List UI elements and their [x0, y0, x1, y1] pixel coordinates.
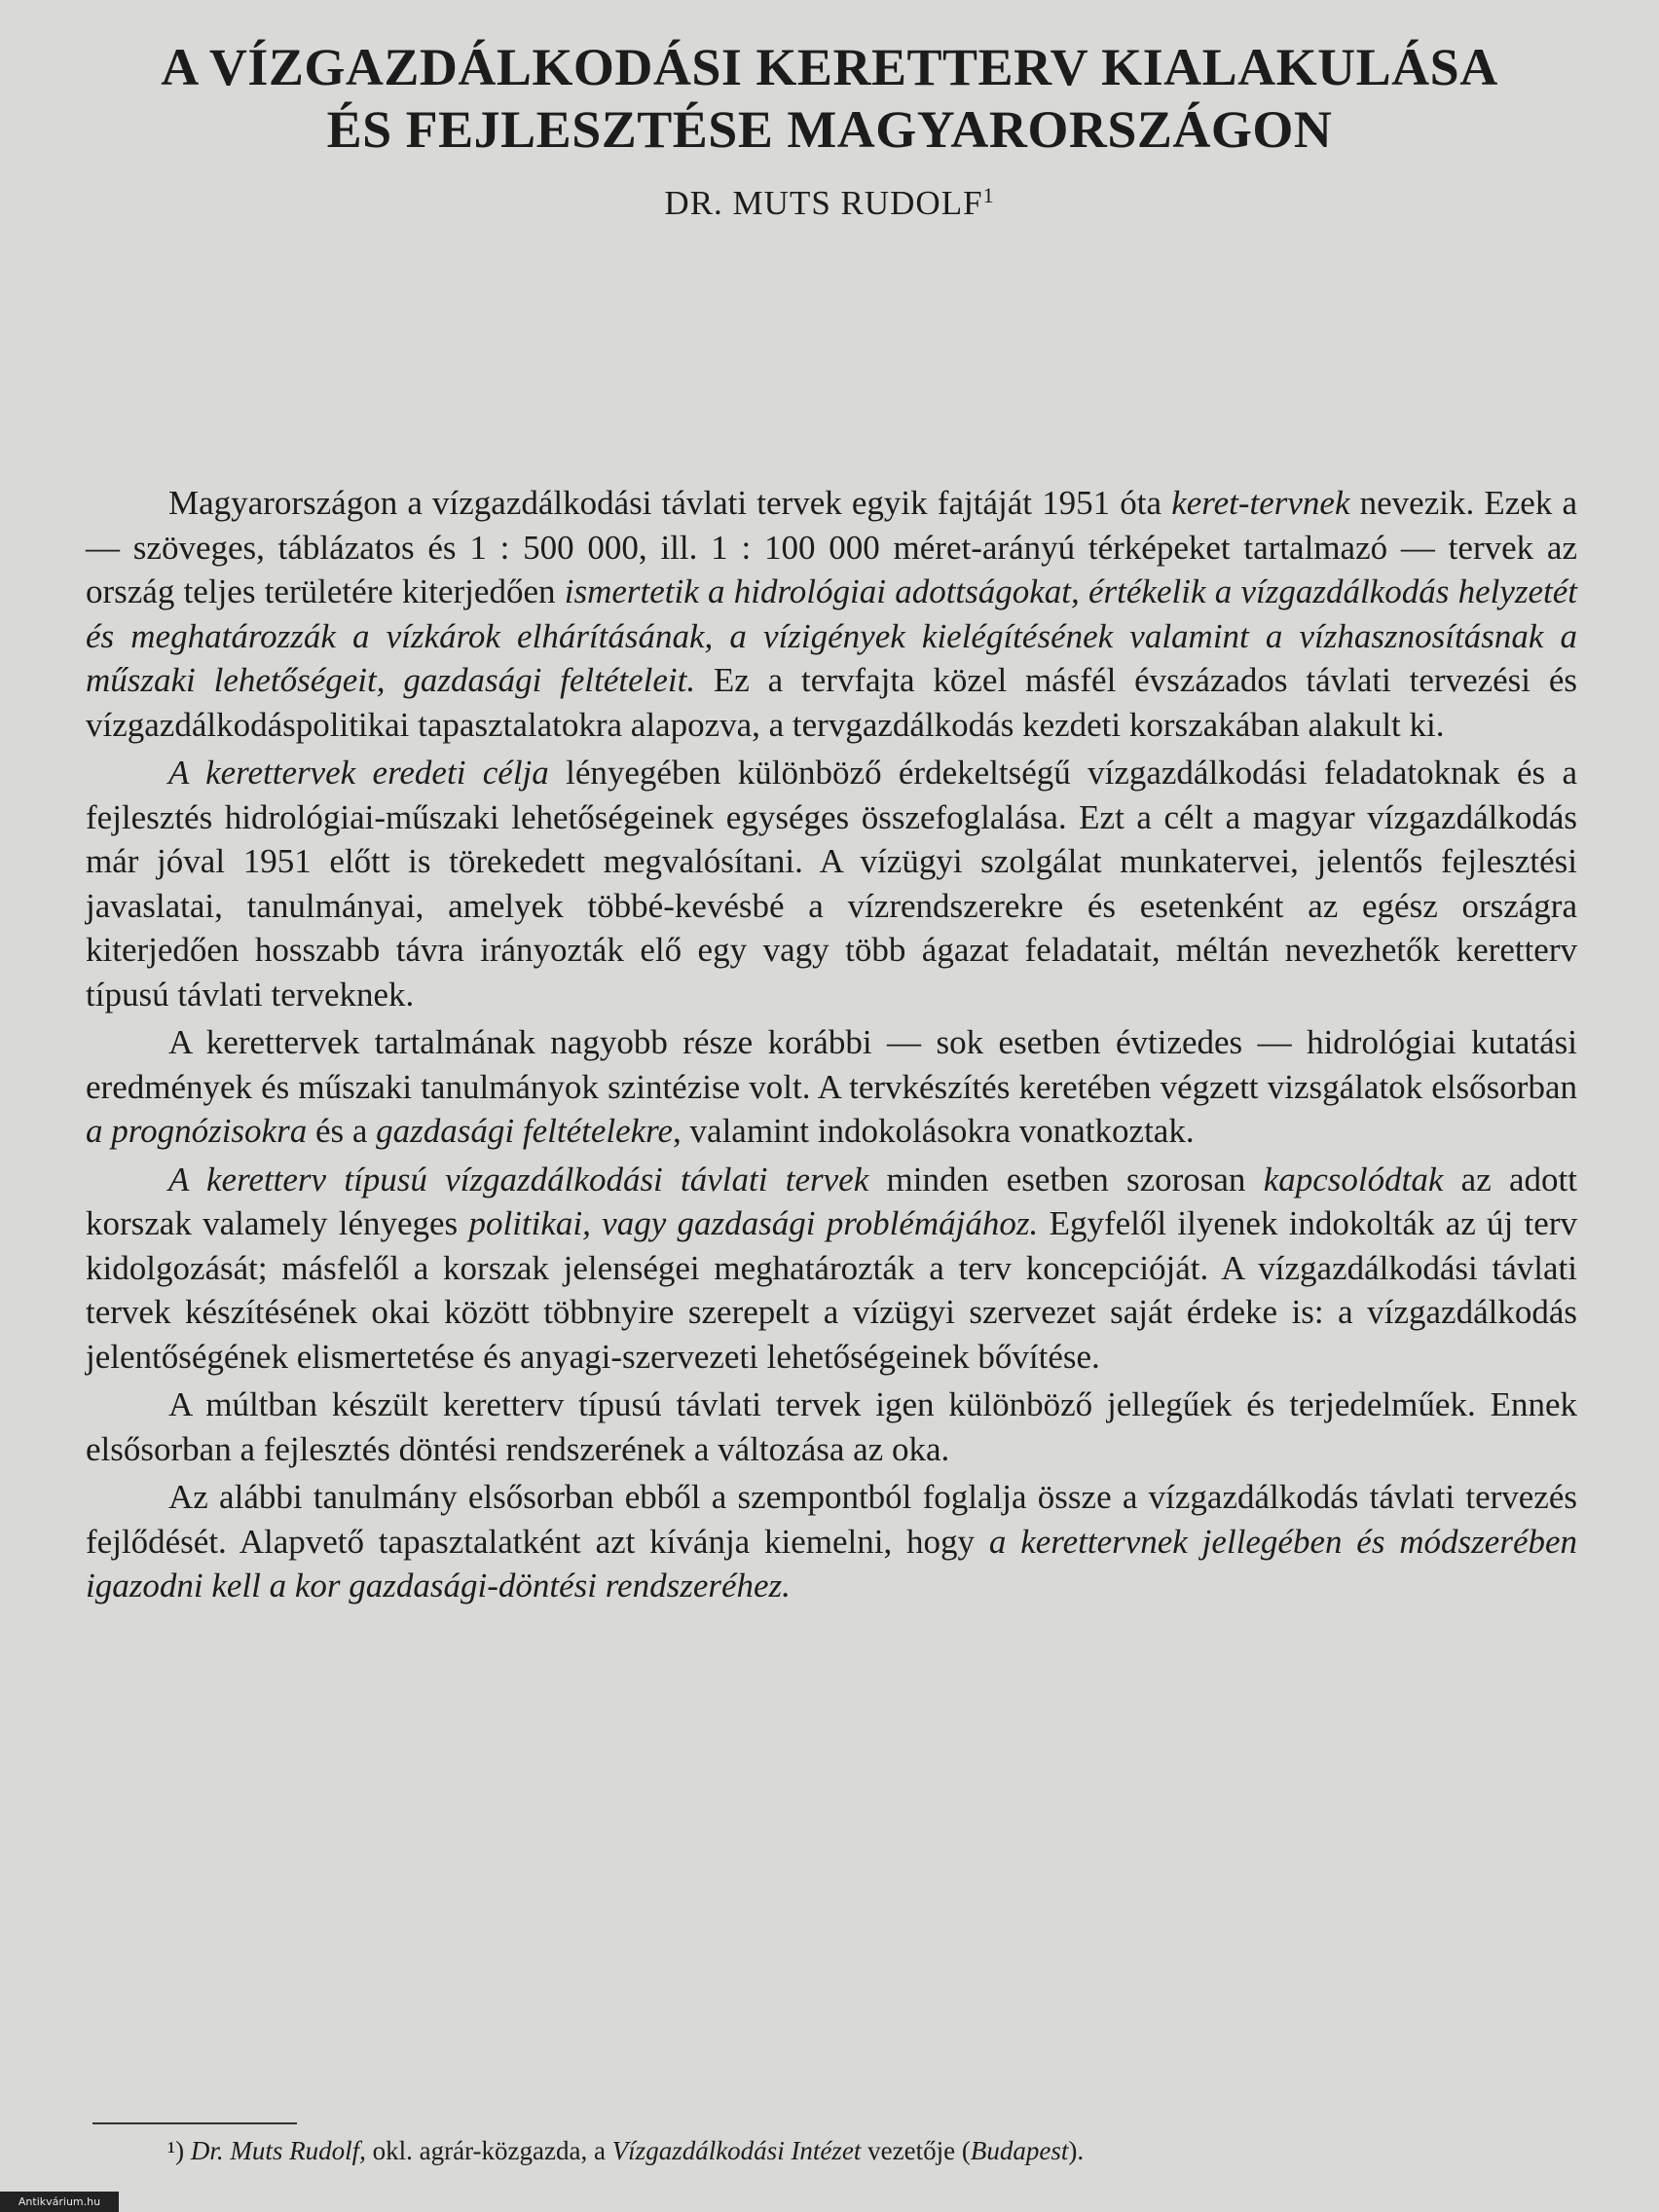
- text-run: és a: [307, 1112, 377, 1150]
- author-line: [0, 183, 1659, 223]
- text-run: az adott korszak valamely lényeges: [86, 1160, 1577, 1242]
- italic-run: a kerettervnek jellegében és módszerében igazodni kell a kor gazdasági-döntési rendszeréhez.: [86, 1522, 1578, 1604]
- text-run: , valamint indokolásokra vonatkoztak.: [673, 1112, 1195, 1150]
- paragraph: [86, 1475, 1577, 1608]
- italic-run: kapcsolódtak: [1263, 1160, 1444, 1198]
- text-run: vezetője (: [861, 2136, 971, 2165]
- text-run: minden esetben szorosan: [868, 1160, 1264, 1198]
- text-run: Egyfelől ilyenek indokolták az új terv kidolgozását; másfelől a korszak jelenségei meghatározták a terv koncepcióját. A vízgazdálkodási távlati tervek készítésének okai között többnyire szerepelt a vízügyi szervezet saját érdeke is: a vízgazdálkodás jelentőségének elismertetése és anyagi-szervezeti lehetőségeinek bővítése.: [86, 1204, 1577, 1376]
- text-run: lényegében különböző érdekeltségű vízgazdálkodási feladatoknak és a fejlesztés hidrológiai-műszaki lehetőségeinek egységes összefoglalása. Ezt a célt a magyar vízgazdálkodás már jóval 1951 előtt is törekedett megvalósítani. A vízügyi szolgálat munkatervei, jelentős fejlesztési javaslatai, tanulmányai, amelyek többé-kevésbé a vízrendszerekre és esetenként az egész országra kiterjedően hosszabb távra irányozták elő egy vagy több ágazat feladatait, méltán nevezhetők keretterv típusú távlati terveknek.: [86, 754, 1577, 1014]
- text-run: A kerettervek tartalmának nagyobb része korábbi — sok esetben évtizedes — hidrológiai kutatási eredmények és műszaki tanulmányok szintézise volt. A tervkészítés keretében végzett vizsgálatok elsősorban: [86, 1023, 1577, 1106]
- article-body: [86, 481, 1577, 1612]
- paragraph: [86, 1382, 1577, 1471]
- paragraph: [86, 481, 1577, 747]
- author-footnote-mark: 1: [982, 183, 995, 207]
- title-line-1: A VÍZGAZDÁLKODÁSI KERETTERV KIALAKULÁSA: [161, 38, 1498, 96]
- text-run: nevezik. Ezek a — szöveges, táblázatos és 1 : 500 000, ill. 1 : 100 000 méret-arányú térképeket tartalmazó — tervek az ország teljes területére kiterjedően: [86, 484, 1578, 610]
- text-run: A múltban készült keretterv típusú távlati tervek igen különböző jellegűek és terjedelműek. Ennek elsősorban a fejlesztés döntési rendszerének a változása az oka.: [86, 1385, 1577, 1468]
- author-name: DR. MUTS RUDOLF: [664, 184, 983, 222]
- paragraph: [86, 751, 1577, 1016]
- paragraph: [86, 1020, 1577, 1154]
- italic-run: ismertetik a hidrológiai adottságokat, értékelik a vízgazdálkodás helyzetét és meghatározzák a vízkárok elhárításának, a vízigények kielégítésének valamint a vízhasznosításnak a műszaki lehetőségeit, gazdasági feltételeit.: [86, 572, 1578, 699]
- watermark: Antikvárium.hu: [0, 2192, 119, 2212]
- italic-run: A keretterv típusú vízgazdálkodási távlati tervek: [168, 1160, 869, 1198]
- paragraph: [86, 1158, 1577, 1380]
- italic-run: Dr. Muts Rudolf,: [190, 2136, 366, 2165]
- italic-run: keret-tervnek: [1171, 484, 1350, 522]
- italic-run: a prognózisokra: [86, 1112, 308, 1150]
- text-run: okl. agrár-közgazda, a: [365, 2136, 612, 2165]
- footnote: [167, 2134, 1569, 2167]
- text-run: Az alábbi tanulmány elsősorban ebből a szempontból foglalja össze a vízgazdálkodás távlati tervezés fejlődését. Alapvető tapasztalatként azt kívánja kiemelni, hogy: [86, 1478, 1577, 1561]
- italic-run: Vízgazdálkodási Intézet: [611, 2136, 862, 2165]
- title-line-2: ÉS FEJLESZTÉSE MAGYARORSZÁGON: [326, 100, 1333, 159]
- text-run: Ez a tervfajta közel másfél évszázados távlati tervezési és vízgazdálkodáspolitikai tapasztalatokra alapozva, a tervgazdálkodás kezdeti korszakában alakult ki.: [86, 661, 1577, 744]
- italic-run: Budapest: [970, 2136, 1069, 2165]
- text-run: Magyarországon a vízgazdálkodási távlati tervek egyik fajtáját 1951 óta: [168, 484, 1172, 522]
- italic-run: A kerettervek eredeti célja: [168, 754, 549, 792]
- italic-run: gazdasági feltételekre: [376, 1112, 674, 1150]
- italic-run: politikai, vagy gazdasági problémájához.: [468, 1204, 1039, 1242]
- text-run: ).: [1068, 2136, 1085, 2165]
- footnote-rule: [92, 2122, 297, 2124]
- text-run: ¹): [167, 2136, 191, 2165]
